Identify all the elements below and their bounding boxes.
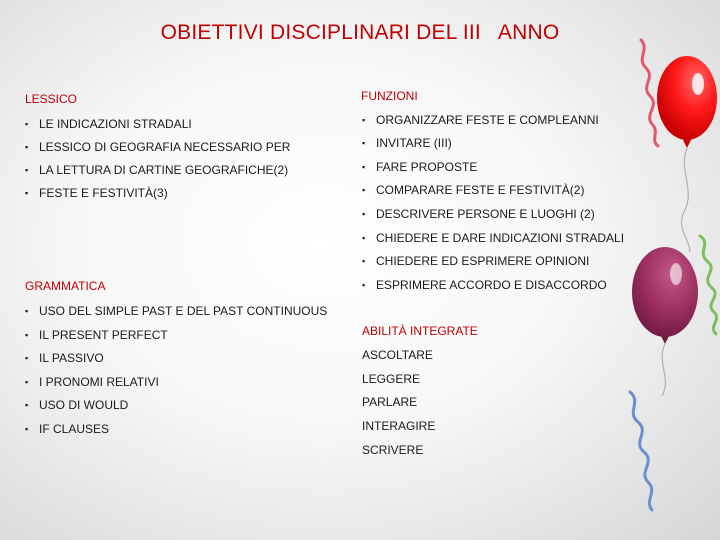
purple-balloon-knot-icon bbox=[661, 336, 669, 344]
bullet-icon: ▪ bbox=[362, 233, 366, 243]
bullet-icon: ▪ bbox=[25, 353, 29, 363]
abilita-heading: ABILITÀ INTEGRATE bbox=[362, 324, 478, 338]
grammatica-item: ▪ IF CLAUSES bbox=[25, 422, 110, 436]
grammatica-heading: GRAMMATICA bbox=[25, 279, 106, 293]
grammatica-item: ▪ USO DI WOULD bbox=[25, 398, 129, 412]
purple-balloon-icon bbox=[632, 247, 698, 337]
bullet-icon: ▪ bbox=[25, 377, 29, 387]
funzioni-heading: FUNZIONI bbox=[361, 89, 418, 103]
bullet-icon: ▪ bbox=[362, 162, 366, 172]
bullet-icon: ▪ bbox=[25, 400, 29, 410]
bullet-icon: ▪ bbox=[25, 142, 29, 152]
bullet-icon: ▪ bbox=[362, 209, 366, 219]
bullet-icon: ▪ bbox=[25, 424, 29, 434]
bullet-icon: ▪ bbox=[25, 119, 29, 129]
grammatica-item: ▪ I PRONOMI RELATIVI bbox=[25, 375, 159, 389]
lessico-item: ▪ LA LETTURA DI CARTINE GEOGRAFICHE(2) bbox=[25, 163, 289, 177]
abilita-item: INTERAGIRE bbox=[362, 419, 436, 433]
funzioni-item: ▪ FARE PROPOSTE bbox=[362, 160, 478, 174]
funzioni-item: ▪ INVITARE (III) bbox=[362, 136, 452, 150]
funzioni-item: ▪ DESCRIVERE PERSONE E LUOGHI (2) bbox=[362, 207, 595, 221]
funzioni-item: ▪ CHIEDERE E DARE INDICAZIONI STRADALI bbox=[362, 231, 625, 245]
ribbon-red-icon bbox=[641, 40, 658, 146]
bullet-icon: ▪ bbox=[362, 280, 366, 290]
bullet-icon: ▪ bbox=[25, 306, 29, 316]
abilita-item: ASCOLTARE bbox=[362, 348, 433, 362]
bullet-icon: ▪ bbox=[362, 185, 366, 195]
slide-title: OBIETTIVI DISCIPLINARI DEL III ANNO bbox=[160, 21, 560, 44]
bullet-icon: ▪ bbox=[25, 165, 29, 175]
abilita-item: PARLARE bbox=[362, 395, 418, 409]
lessico-item: ▪ LE INDICAZIONI STRADALI bbox=[25, 117, 192, 131]
grammatica-item: ▪ USO DEL SIMPLE PAST E DEL PAST CONTINUOUS bbox=[25, 304, 328, 318]
bullet-icon: ▪ bbox=[362, 115, 366, 125]
ribbon-blue-icon bbox=[630, 392, 652, 510]
bullet-icon: ▪ bbox=[362, 138, 366, 148]
funzioni-item: ▪ ESPRIMERE ACCORDO E DISACCORDO bbox=[362, 278, 607, 292]
lessico-item: ▪ FESTE E FESTIVITÀ(3) bbox=[25, 186, 168, 200]
lessico-heading: LESSICO bbox=[25, 92, 78, 106]
bullet-icon: ▪ bbox=[25, 330, 29, 340]
grammatica-item: ▪ IL PASSIVO bbox=[25, 351, 104, 365]
red-balloon-knot-icon bbox=[683, 140, 691, 148]
grammatica-item: ▪ IL PRESENT PERFECT bbox=[25, 328, 168, 342]
bullet-icon: ▪ bbox=[25, 188, 29, 198]
bullet-icon: ▪ bbox=[362, 256, 366, 266]
funzioni-item: ▪ CHIEDERE ED ESPRIMERE OPINIONI bbox=[362, 254, 590, 268]
lessico-item: ▪ LESSICO DI GEOGRAFIA NECESSARIO PER bbox=[25, 140, 291, 154]
red-balloon-icon bbox=[657, 56, 717, 140]
purple-balloon-string-icon bbox=[662, 344, 665, 396]
funzioni-item: ▪ COMPARARE FESTE E FESTIVITÀ(2) bbox=[362, 183, 585, 197]
red-balloon-string-icon bbox=[682, 148, 690, 252]
ribbon-green-icon bbox=[700, 236, 717, 334]
abilita-item: LEGGERE bbox=[362, 372, 421, 386]
abilita-item: SCRIVERE bbox=[362, 443, 424, 457]
funzioni-item: ▪ ORGANIZZARE FESTE E COMPLEANNI bbox=[362, 113, 599, 127]
